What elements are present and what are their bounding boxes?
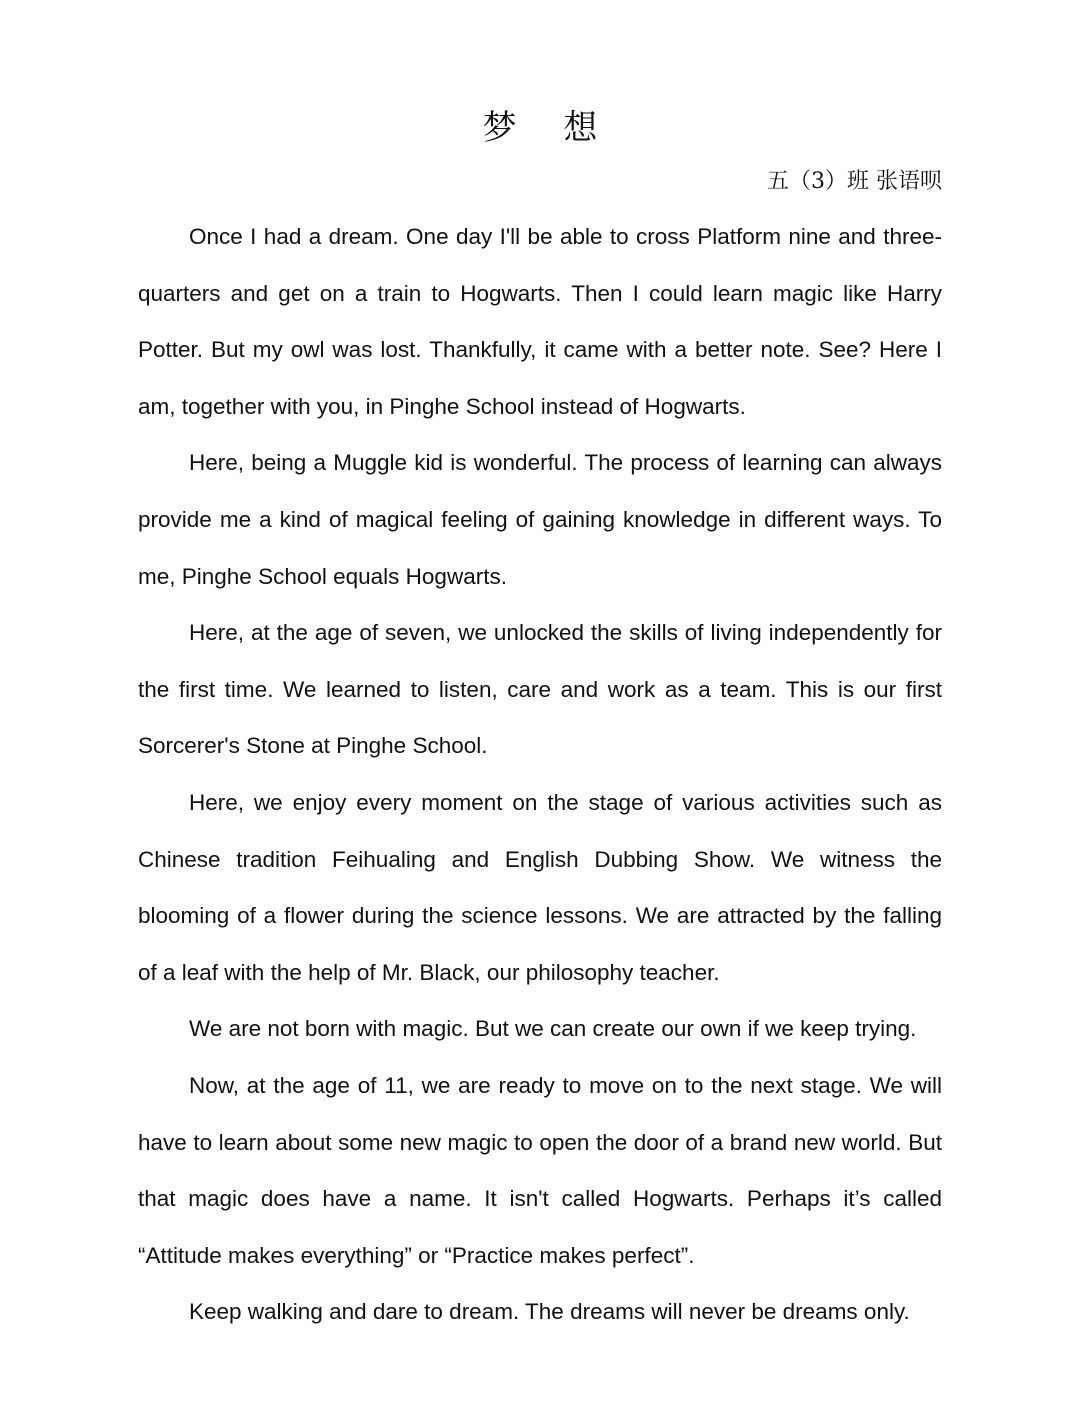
- author-line: 五（3）班 张语呗: [767, 169, 942, 194]
- paragraph: Here, at the age of seven, we unlocked the skills of living independently for the first time. We learned to listen, care and work as a team. This is our first Sorcerer's Stone at Pinghe School.: [138, 620, 942, 759]
- paragraph: Keep walking and dare to dream. The dreams will never be dreams only.: [189, 1299, 910, 1325]
- essay-body: [138, 209, 942, 1341]
- paragraph: Here, being a Muggle kid is wonderful. The process of learning can always provide me a kind of magical feeling of gaining knowledge in different ways. To me, Pinghe School equals Hogwarts.: [138, 450, 942, 589]
- paragraph: Here, we enjoy every moment on the stage of various activities such as Chinese tradition Feihualing and English Dubbing Show. We witness the blooming of a flower during the science lessons. We are attracted by the falling of a leaf with the help of Mr. Black, our philosophy teacher.: [138, 789, 942, 985]
- page-title: 梦 想: [482, 108, 616, 148]
- paragraph: We are not born with magic. But we can create our own if we keep trying.: [189, 1016, 917, 1042]
- paragraph: Now, at the age of 11, we are ready to move on to the next stage. We will have to learn about some new magic to open the door of a brand new world. But that magic does have a name. It isn't called Hogwarts. Perhaps it’s called “Attitude makes everything” or “Practice makes perfect”.: [138, 1072, 942, 1268]
- paragraph: Once I had a dream. One day I'll be able to cross Platform nine and three-quarters and get on a train to Hogwarts. Then I could learn magic like Harry Potter. But my owl was lost. Thankfully, it came with a better note. See? Here I am, together with you, in Pinghe School instead of Hogwarts.: [138, 224, 942, 419]
